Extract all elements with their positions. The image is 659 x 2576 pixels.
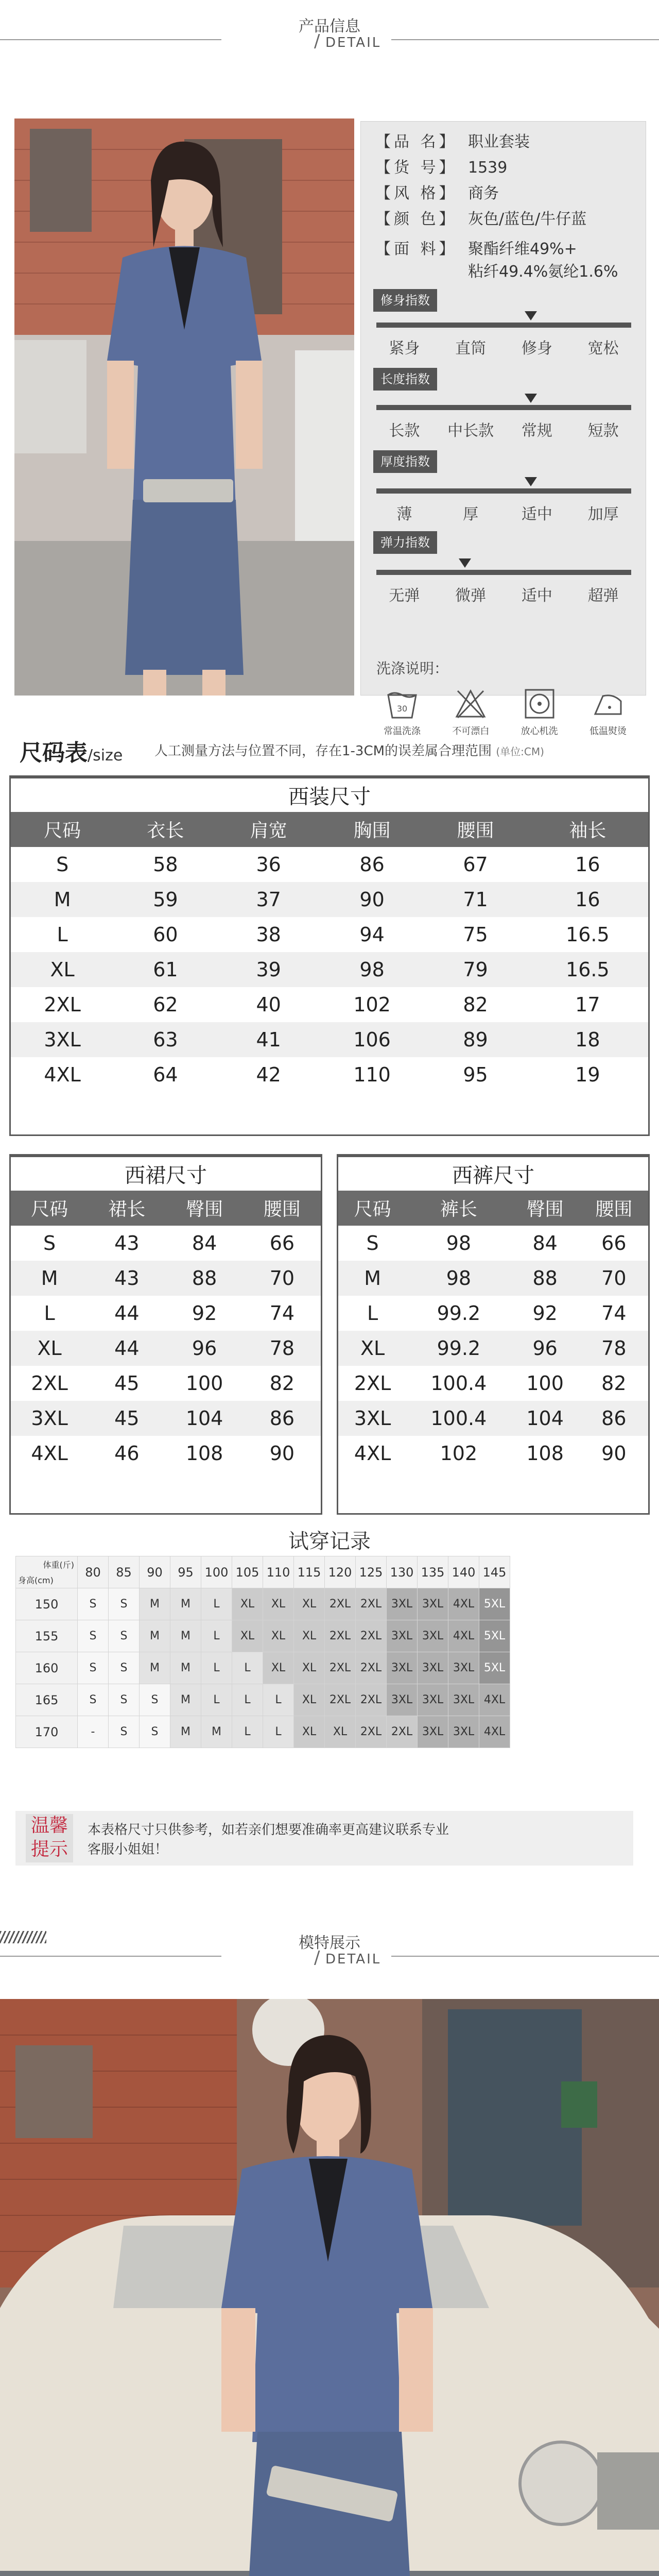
grid-cell: 2XL	[356, 1652, 387, 1684]
try-on-title: 试穿记录	[288, 1530, 371, 1553]
wash-tub-icon	[384, 686, 420, 722]
table-row: 4XL 64 42 110 95 19	[44, 1063, 600, 1086]
grid-height: 170	[16, 1716, 78, 1748]
table-row: 3XL 45 104 86	[11, 1401, 321, 1436]
grid-cell: 2XL	[356, 1620, 387, 1652]
grid-cell: XL	[232, 1588, 263, 1620]
grid-cell: 2XL	[325, 1620, 356, 1652]
grid-cell: S	[109, 1652, 140, 1684]
grid-cell: 4XL	[479, 1684, 510, 1716]
option: 长款	[389, 422, 420, 440]
table-row: M 43 88 70	[11, 1261, 321, 1296]
option: 直筒	[455, 340, 487, 358]
option: 短款	[587, 422, 619, 440]
grid-cell: 2XL	[356, 1588, 387, 1620]
info-fabric: 【面 料】 聚酯纤维49%+	[375, 240, 577, 258]
table-row: S 98 84 66	[366, 1231, 627, 1255]
option: 中长款	[447, 422, 494, 440]
model-show-header	[0, 1927, 659, 1968]
grid-cell: 4XL	[479, 1716, 510, 1748]
option: 适中	[521, 587, 552, 605]
grid-cell: M	[170, 1684, 201, 1716]
info-sku: 【货 号】 1539	[375, 159, 508, 177]
option: 宽松	[587, 340, 619, 358]
try-on-grid: 体重(斤) 身高(cm) 80 85 90 95 100 105 110 115 120 125 130 135 140 145 150 S S M M L XL XL XL 2XL 2XL 3XL 3XL 4XL 5XL 155 S S M M L XL XL XL 2XL 2XL 3XL 3XL 4XL 5XL 160 S S M M L L XL XL 2XL 2XL 3XL 3XL 3XL 5XL 165 S S S M L L L XL 2XL 2XL 3XL 3XL 3XL 4XL 170 - S S M M L L XL XL 2XL 2XL 3XL 3XL 4XL	[15, 1556, 510, 1748]
grid-cell: XL	[294, 1620, 325, 1652]
grid-cell: S	[78, 1588, 109, 1620]
length-index-marker	[525, 394, 537, 403]
machine-wash-icon	[522, 686, 558, 722]
product-photo	[14, 118, 354, 696]
table-header: 尺码 裙长 臀围 腰围	[11, 1191, 321, 1226]
model-car-illustration	[0, 1999, 659, 2576]
grid-cell: 3XL	[418, 1588, 448, 1620]
divider	[0, 1956, 221, 1957]
info-name: 【品 名】 职业套装	[375, 133, 530, 151]
table-row: L 99.2 92 74	[367, 1301, 627, 1325]
grid-cell: L	[232, 1652, 263, 1684]
grid-cell: 3XL	[448, 1716, 479, 1748]
grid-height: 150	[16, 1588, 78, 1620]
table-row: 4XL 46 108 90	[31, 1442, 295, 1465]
grid-cell: L	[201, 1684, 232, 1716]
table-row: 4XL 102 108 90	[354, 1442, 627, 1465]
grid-cell: XL	[294, 1684, 325, 1716]
grid-cell: M	[201, 1716, 232, 1748]
table-row: 3XL 100.4 104 86	[338, 1401, 648, 1436]
thickness-index-options	[371, 501, 636, 524]
length-index-label: 长度指数	[373, 368, 437, 391]
grid-cell: XL	[232, 1620, 263, 1652]
grid-cell: S	[78, 1684, 109, 1716]
no-bleach-icon	[453, 686, 489, 722]
slash-icon: /	[314, 31, 320, 52]
section-title: 产品信息	[299, 18, 360, 36]
grid-cell: 2XL	[325, 1652, 356, 1684]
grid-cell: M	[170, 1620, 201, 1652]
grid-cell: 5XL	[479, 1652, 510, 1684]
grid-cell: 3XL	[448, 1684, 479, 1716]
info-fabric-extra: 粘纤49.4%氨纶1.6%	[468, 263, 618, 281]
table-row: 2XL 100.4 100 82	[354, 1371, 627, 1395]
grid-cell: L	[232, 1684, 263, 1716]
option: 无弹	[389, 587, 420, 605]
grid-cell: M	[170, 1716, 201, 1748]
divider	[391, 1956, 659, 1957]
stretch-index-bar	[376, 570, 631, 575]
table-row: S 43 84 66	[43, 1231, 295, 1255]
product-info-panel	[360, 121, 646, 737]
wash-normal	[371, 686, 433, 737]
wash-title: 洗涤说明：	[376, 660, 449, 677]
table-header: 尺码 衣长 肩宽 胸围 腰围 袖长	[11, 812, 648, 847]
grid-cell: M	[140, 1620, 170, 1652]
section-subtitle: DETAIL	[325, 1952, 381, 1967]
tips-label: 温馨提示	[26, 1814, 73, 1862]
table-row: XL 99.2 96 78	[338, 1331, 648, 1366]
grid-cell: L	[201, 1652, 232, 1684]
table-caption: 西裤尺寸	[338, 1157, 648, 1191]
option: 微弹	[455, 587, 487, 605]
grid-cell: 2XL	[325, 1588, 356, 1620]
info-color: 【颜 色】 灰色/蓝色/牛仔蓝	[375, 210, 587, 228]
grid-cell: S	[140, 1716, 170, 1748]
pants-size-table	[338, 1156, 648, 1471]
model-illustration	[14, 118, 354, 696]
grid-cell: S	[109, 1620, 140, 1652]
grid-height: 155	[16, 1620, 78, 1652]
divider	[0, 39, 221, 40]
table-row: L 60 38 94 75 16.5	[57, 923, 610, 946]
tips-text: 本表格尺寸只供参考，如若亲们想要准确率更高建议联系专业客服小姐姐！	[88, 1822, 449, 1857]
product-info-header	[0, 10, 659, 52]
grid-cell: 3XL	[418, 1684, 448, 1716]
grid-cell: M	[170, 1588, 201, 1620]
tips-box	[15, 1811, 633, 1866]
grid-cell: L	[201, 1620, 232, 1652]
table-caption: 西裙尺寸	[11, 1157, 321, 1191]
grid-cell: 3XL	[387, 1588, 418, 1620]
grid-row	[16, 1652, 510, 1684]
svg-text:30: 30	[396, 704, 408, 714]
stretch-index-options	[371, 583, 636, 605]
table-header: 尺码 裤长 臀围 腰围	[338, 1191, 648, 1226]
grid-cell: M	[140, 1652, 170, 1684]
grid-row	[16, 1716, 510, 1748]
grid-cell: XL	[325, 1716, 356, 1748]
grid-row	[16, 1588, 510, 1620]
grid-cell: L	[263, 1684, 294, 1716]
grid-cell: 2XL	[356, 1684, 387, 1716]
option: 常规	[521, 422, 552, 440]
wash-icons	[371, 686, 639, 737]
grid-cell: 3XL	[387, 1684, 418, 1716]
option: 加厚	[587, 505, 619, 523]
grid-corner: 体重(斤) 身高(cm)	[16, 1556, 78, 1588]
fit-index-marker	[525, 311, 537, 320]
no-bleach	[440, 686, 501, 737]
slash-icon: /	[314, 1947, 320, 1968]
table-row: 3XL 63 41 106 89 18	[11, 1022, 648, 1057]
thickness-index-bar	[376, 488, 631, 494]
grid-cell: L	[232, 1716, 263, 1748]
table-row: M 59 37 90 71 16	[11, 882, 648, 917]
grid-cell: 4XL	[448, 1588, 479, 1620]
table-row: 2XL 45 100 82	[31, 1371, 295, 1395]
grid-cell: S	[140, 1684, 170, 1716]
option: 薄	[396, 505, 412, 523]
fit-index-label: 修身指数	[373, 289, 437, 312]
grid-cell: 5XL	[479, 1588, 510, 1620]
grid-cell: 2XL	[325, 1684, 356, 1716]
low-iron	[577, 686, 639, 737]
wash-label: 低温熨烫	[589, 726, 627, 737]
grid-height: 165	[16, 1684, 78, 1716]
grid-cell: XL	[294, 1588, 325, 1620]
grid-cell: 3XL	[448, 1652, 479, 1684]
machine-wash	[509, 686, 570, 737]
thickness-index-marker	[525, 477, 537, 486]
grid-cell: 3XL	[387, 1652, 418, 1684]
option: 超弹	[587, 587, 619, 605]
section-subtitle: DETAIL	[325, 35, 381, 50]
grid-cell: -	[78, 1716, 109, 1748]
info-style: 【风 格】 商务	[375, 184, 499, 202]
grid-cell: 2XL	[356, 1716, 387, 1748]
grid-cell: L	[263, 1716, 294, 1748]
grid-cell: 3XL	[418, 1652, 448, 1684]
length-index-options	[371, 418, 636, 440]
wash-label: 放心机洗	[521, 726, 558, 737]
wash-label: 不可漂白	[452, 726, 490, 737]
grid-cell: XL	[263, 1588, 294, 1620]
table-caption: 西装尺寸	[11, 778, 648, 812]
grid-cell: 4XL	[448, 1620, 479, 1652]
grid-cell: M	[170, 1652, 201, 1684]
grid-cell: S	[109, 1588, 140, 1620]
grid-row	[16, 1684, 510, 1716]
grid-cell: 3XL	[418, 1620, 448, 1652]
stretch-index-marker	[459, 558, 471, 568]
grid-row	[16, 1620, 510, 1652]
grid-cell: S	[78, 1620, 109, 1652]
grid-cell: 5XL	[479, 1620, 510, 1652]
table-row: 2XL 62 40 102 82 17	[44, 993, 600, 1016]
grid-cell: 3XL	[387, 1620, 418, 1652]
grid-cell: M	[140, 1588, 170, 1620]
table-row: S 58 36 86 67 16	[56, 853, 600, 876]
grid-cell: 2XL	[387, 1716, 418, 1748]
grid-cell: L	[201, 1588, 232, 1620]
divider	[391, 39, 659, 40]
section-title: 模特展示	[299, 1934, 360, 1952]
size-note: 人工测量方法与位置不同，存在1-3CM的误差属合理范围 (单位:CM)	[154, 743, 544, 759]
grid-cell: XL	[263, 1620, 294, 1652]
option: 修身	[521, 340, 552, 358]
grid-cell: XL	[263, 1652, 294, 1684]
wash-label: 常温洗涤	[384, 726, 421, 737]
fit-index-bar	[376, 323, 631, 328]
grid-cell: 3XL	[418, 1716, 448, 1748]
size-title: 尺码表/size	[20, 740, 123, 766]
grid-cell: S	[109, 1716, 140, 1748]
stretch-index-label: 弹力指数	[373, 531, 437, 554]
option: 紧身	[389, 340, 420, 358]
table-row: XL 61 39 98 79 16.5	[11, 952, 648, 987]
fit-index-options	[371, 335, 636, 358]
grid-cell: XL	[294, 1716, 325, 1748]
model-photo	[0, 1999, 659, 2576]
suit-size-table	[11, 777, 648, 1092]
length-index-bar	[376, 405, 631, 410]
grid-height: 160	[16, 1652, 78, 1684]
thickness-index-label: 厚度指数	[373, 450, 437, 473]
option: 厚	[463, 505, 479, 523]
grid-cell: S	[78, 1652, 109, 1684]
table-row: M 98 88 70	[338, 1261, 648, 1296]
option: 适中	[521, 505, 552, 523]
table-row: XL 44 96 78	[11, 1331, 321, 1366]
grid-cell: XL	[294, 1652, 325, 1684]
iron-icon	[590, 686, 626, 722]
table-row: L 44 92 74	[44, 1301, 295, 1325]
grid-cell: S	[109, 1684, 140, 1716]
skirt-size-table	[11, 1156, 321, 1471]
